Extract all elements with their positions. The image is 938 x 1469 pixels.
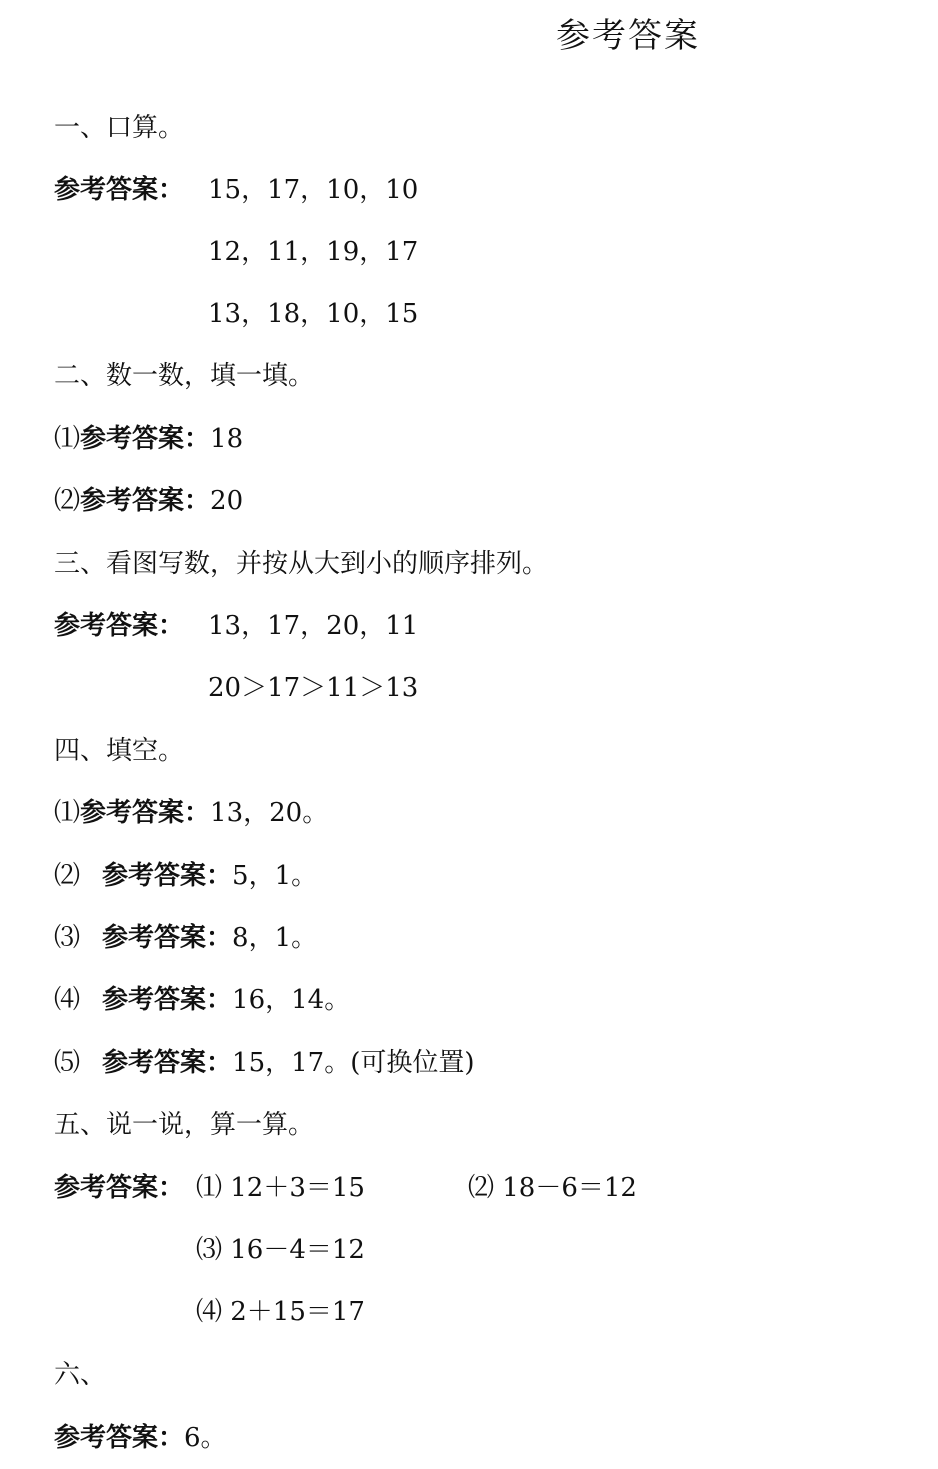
section-5-equation: ⑷ 2＋15＝17 <box>196 1297 365 1327</box>
answer-label: 参考答案： <box>102 923 233 953</box>
section-3-answer-label: 参考答案： <box>54 611 185 641</box>
answer-label: 参考答案： <box>102 985 233 1015</box>
section-2-item <box>54 483 243 519</box>
answer-value: 5，1。 <box>232 861 318 891</box>
section-4-heading: 四、填空。 <box>54 736 185 766</box>
section-5-equation: ⑴ 12＋3＝15 <box>196 1173 365 1203</box>
section-5-answer-label: 参考答案： <box>54 1173 185 1203</box>
section-4-item <box>54 858 317 894</box>
section-4-item <box>54 1045 475 1081</box>
answer-label: 参考答案： <box>102 1048 233 1078</box>
section-2-item <box>54 421 243 457</box>
section-3-answer-numbers: 13，17，20，11 <box>208 611 419 641</box>
answer-value: 13，20。 <box>210 798 329 828</box>
item-number: ⑷ <box>54 985 81 1015</box>
section-3-heading: 三、看图写数，并按从大到小的顺序排列。 <box>54 549 549 579</box>
answer-key-title: 参考答案 <box>556 16 700 56</box>
section-1-heading: 一、口算。 <box>54 113 185 143</box>
item-number: ⑸ <box>54 1048 81 1078</box>
answer-label: 参考答案： <box>80 486 211 516</box>
section-5-equation: ⑶ 16－4＝12 <box>196 1235 365 1265</box>
section-5-equation: ⑵ 18－6＝12 <box>468 1173 637 1203</box>
section-6-answer <box>54 1420 227 1456</box>
item-number: ⑵ <box>54 486 81 516</box>
item-number: ⑵ <box>54 861 81 891</box>
answer-value: 16，14。 <box>232 985 351 1015</box>
section-4-item <box>54 982 350 1018</box>
item-number: ⑴ <box>54 424 81 454</box>
section-1-answer-row: 13，18，10，15 <box>208 299 419 329</box>
section-1-answer-label: 参考答案： <box>54 175 185 205</box>
section-4-item <box>54 795 328 831</box>
section-2-heading: 二、数一数，填一填。 <box>54 361 315 391</box>
answer-value: 6。 <box>184 1423 227 1453</box>
answer-value: 15，17。(可换位置) <box>232 1048 475 1078</box>
answer-value: 20 <box>210 486 244 516</box>
section-3-answer-order: 20＞17＞11＞13 <box>208 673 419 703</box>
answer-label: 参考答案： <box>80 798 211 828</box>
answer-value: 8，1。 <box>232 923 318 953</box>
section-6-heading: 六、 <box>54 1360 107 1390</box>
answer-value: 18 <box>210 424 244 454</box>
section-1-answer-row: 12，11，19，17 <box>208 237 419 267</box>
answer-label: 参考答案： <box>54 1423 185 1453</box>
section-1-answer-row: 15，17，10，10 <box>208 175 419 205</box>
answer-label: 参考答案： <box>102 861 233 891</box>
section-5-heading: 五、说一说，算一算。 <box>54 1110 315 1140</box>
section-4-item <box>54 920 317 956</box>
answer-label: 参考答案： <box>80 424 211 454</box>
item-number: ⑶ <box>54 923 81 953</box>
item-number: ⑴ <box>54 798 81 828</box>
